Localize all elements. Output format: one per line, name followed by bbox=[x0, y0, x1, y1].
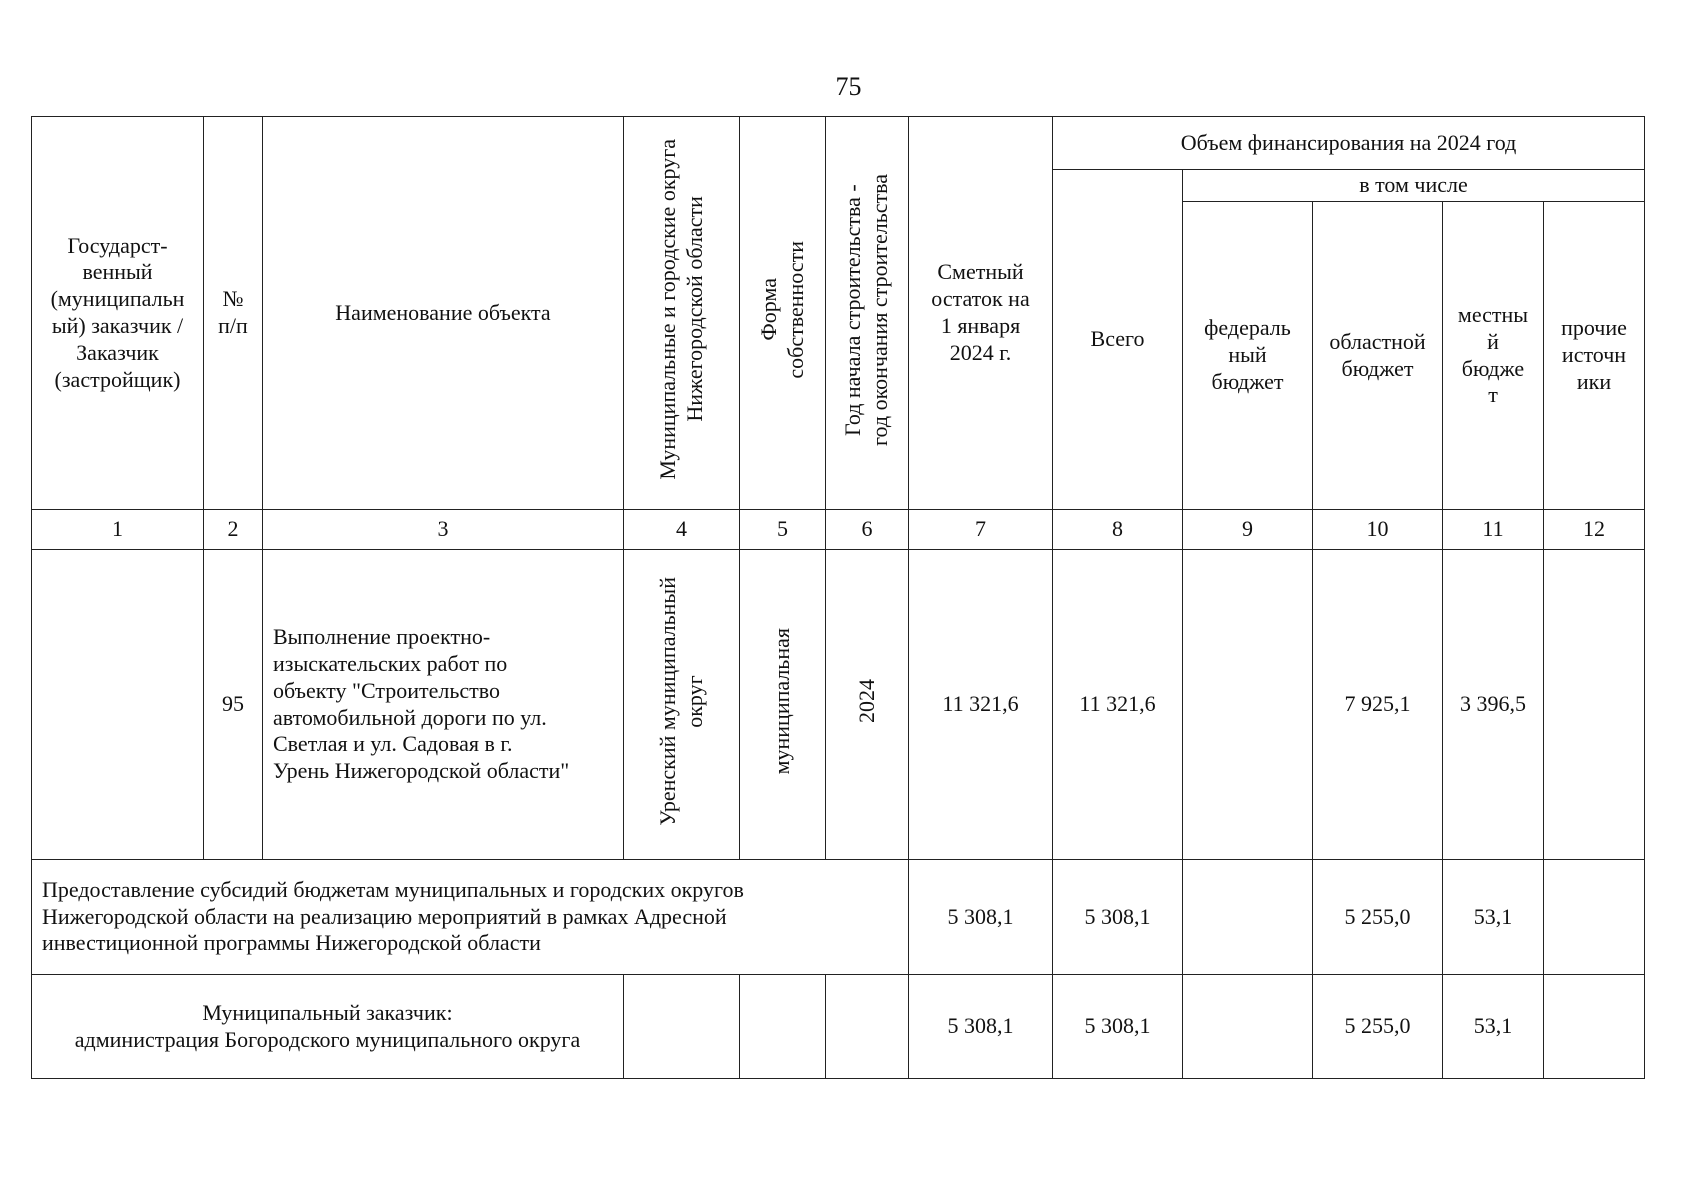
page-number: 75 bbox=[835, 72, 862, 101]
customer-total: 5 308,1 bbox=[1053, 975, 1183, 1079]
header-district: Муниципальные и городские округа Нижегородской области bbox=[624, 117, 740, 510]
object-number: 95 bbox=[204, 550, 263, 860]
subsidy-balance: 5 308,1 bbox=[909, 860, 1053, 975]
header-customer: Государст- венный (муниципальн ый) заказчик / Заказчик (застройщик) bbox=[32, 117, 204, 510]
subsidy-title: Предоставление субсидий бюджетам муниципальных и городских округов Нижегородской области на реализацию мероприятий в рамках Адресной инвестиционной программы Нижегородской области bbox=[32, 860, 909, 975]
column-number: 6 bbox=[826, 510, 909, 550]
header-local: местны й бюдже т bbox=[1443, 202, 1544, 510]
header-federal: федераль ный бюджет bbox=[1183, 202, 1313, 510]
column-number: 2 bbox=[204, 510, 263, 550]
header-number: № п/п bbox=[204, 117, 263, 510]
object-local: 3 396,5 bbox=[1443, 550, 1544, 860]
header-years: Год начала строительства - год окончания строительства bbox=[826, 117, 909, 510]
column-number: 10 bbox=[1313, 510, 1443, 550]
customer-ownership bbox=[740, 975, 826, 1079]
object-ownership: муниципальная bbox=[740, 550, 826, 860]
column-number: 1 bbox=[32, 510, 204, 550]
column-number: 3 bbox=[263, 510, 624, 550]
header-regional: областной бюджет bbox=[1313, 202, 1443, 510]
column-number: 9 bbox=[1183, 510, 1313, 550]
customer-regional: 5 255,0 bbox=[1313, 975, 1443, 1079]
header-ownership: Форма собственности bbox=[740, 117, 826, 510]
object-balance: 11 321,6 bbox=[909, 550, 1053, 860]
subsidy-other bbox=[1544, 860, 1645, 975]
header-total: Всего bbox=[1053, 170, 1183, 510]
header-including: в том числе bbox=[1183, 170, 1645, 202]
object-regional: 7 925,1 bbox=[1313, 550, 1443, 860]
object-total: 11 321,6 bbox=[1053, 550, 1183, 860]
object-federal bbox=[1183, 550, 1313, 860]
object-other bbox=[1544, 550, 1645, 860]
column-number: 12 bbox=[1544, 510, 1645, 550]
header-object-name: Наименование объекта bbox=[263, 117, 624, 510]
subsidy-federal bbox=[1183, 860, 1313, 975]
customer-district bbox=[624, 975, 740, 1079]
column-number: 8 bbox=[1053, 510, 1183, 550]
column-numbers-row bbox=[32, 510, 1645, 550]
header-funding: Объем финансирования на 2024 год bbox=[1053, 117, 1645, 170]
investment-table bbox=[31, 116, 1645, 1079]
customer-years bbox=[826, 975, 909, 1079]
customer-local: 53,1 bbox=[1443, 975, 1544, 1079]
subsidy-local: 53,1 bbox=[1443, 860, 1544, 975]
table-row-customer bbox=[32, 975, 1645, 1079]
column-number: 4 bbox=[624, 510, 740, 550]
customer-other bbox=[1544, 975, 1645, 1079]
table-row-subsidy bbox=[32, 860, 1645, 975]
customer-balance: 5 308,1 bbox=[909, 975, 1053, 1079]
subsidy-total: 5 308,1 bbox=[1053, 860, 1183, 975]
header-other: прочие источн ики bbox=[1544, 202, 1645, 510]
table-row-object bbox=[32, 550, 1645, 860]
customer-federal bbox=[1183, 975, 1313, 1079]
object-customer bbox=[32, 550, 204, 860]
object-district: Уренский муниципальный округ bbox=[624, 550, 740, 860]
object-years: 2024 bbox=[826, 550, 909, 860]
header-estimated-balance: Сметный остаток на 1 января 2024 г. bbox=[909, 117, 1053, 510]
subsidy-regional: 5 255,0 bbox=[1313, 860, 1443, 975]
column-number: 7 bbox=[909, 510, 1053, 550]
object-name: Выполнение проектно- изыскательских работ по объекту "Строительство автомобильной дороги по ул. Светлая и ул. Садовая в г. Урень Нижегородской области" bbox=[263, 550, 624, 860]
column-number: 5 bbox=[740, 510, 826, 550]
column-number: 11 bbox=[1443, 510, 1544, 550]
customer-title: Муниципальный заказчик: администрация Богородского муниципального округа bbox=[32, 975, 624, 1079]
